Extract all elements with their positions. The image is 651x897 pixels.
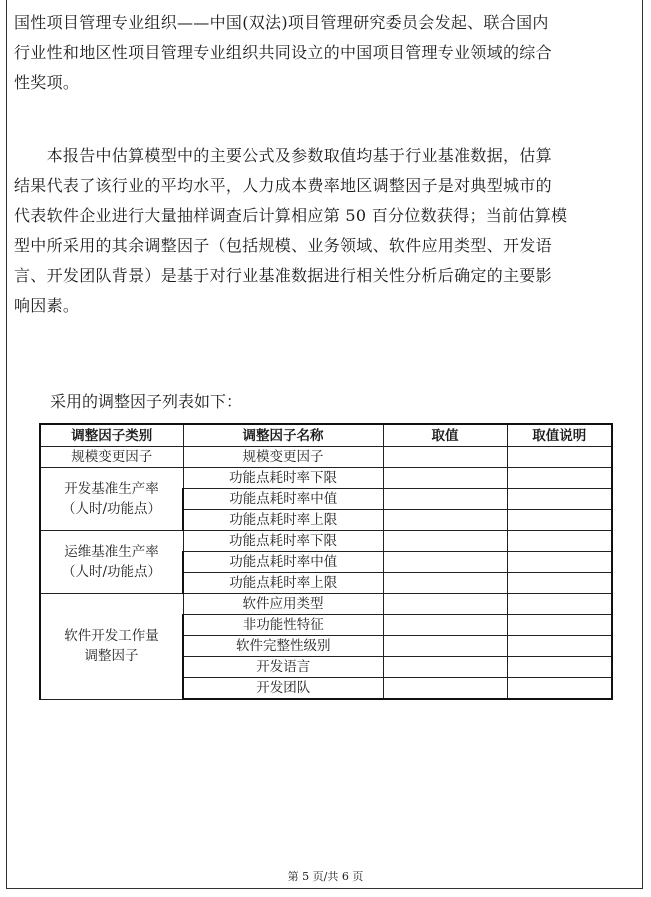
category-cell	[40, 594, 183, 700]
paragraph-estimation-basis	[14, 141, 638, 321]
factor-name-cell: 开发团队	[183, 678, 383, 700]
factor-name-cell: 功能点耗时率中值	[183, 552, 383, 573]
text-line: 性奖项。	[14, 73, 80, 92]
adjustment-factor-table	[39, 423, 613, 700]
value-note-cell	[507, 615, 612, 636]
category-label: 运维基准生产率	[64, 544, 159, 560]
value-cell	[383, 615, 507, 636]
factor-name-cell: 软件完整性级别	[183, 636, 383, 657]
factor-name-cell: 软件应用类型	[183, 594, 383, 615]
table-row	[40, 468, 612, 489]
factor-name-cell: 功能点耗时率上限	[183, 573, 383, 594]
factor-name-cell: 规模变更因子	[183, 447, 383, 468]
value-note-cell	[507, 573, 612, 594]
text-line: 响因素。	[14, 296, 80, 315]
text-line: 代表软件企业进行大量抽样调查后计算相应第 50 百分位数获得；当前估算模	[14, 206, 568, 225]
text-line: 本报告中估算模型中的主要公式及参数取值均基于行业基准数据，估算	[14, 146, 552, 165]
value-cell	[383, 636, 507, 657]
text-line: 言、开发团队背景）是基于对行业基准数据进行相关性分析后确定的主要影	[14, 266, 552, 285]
text-line: 结果代表了该行业的平均水平，人力成本费率地区调整因子是对典型城市的	[14, 176, 552, 195]
value-cell	[383, 510, 507, 531]
value-note-cell	[507, 636, 612, 657]
category-cell	[40, 531, 183, 594]
factor-name-cell: 功能点耗时率上限	[183, 510, 383, 531]
text-line: 国性项目管理专业组织——中国(双法)项目管理研究委员会发起、联合国内	[14, 13, 549, 32]
value-note-cell	[507, 552, 612, 573]
paragraph-award-intro	[14, 8, 638, 98]
factor-name-cell: 功能点耗时率中值	[183, 489, 383, 510]
header-name: 调整因子名称	[183, 424, 383, 447]
header-value-note: 取值说明	[507, 424, 612, 447]
category-label: 调整因子	[84, 648, 139, 665]
value-cell	[383, 594, 507, 615]
factor-name-cell: 功能点耗时率下限	[183, 468, 383, 489]
value-cell	[383, 447, 507, 468]
value-cell	[383, 552, 507, 573]
category-label: 软件开发工作量	[64, 628, 159, 645]
value-note-cell	[507, 468, 612, 489]
value-cell	[383, 531, 507, 552]
category-cell	[40, 447, 183, 468]
page-number: 第 5 页/共 6 页	[287, 870, 364, 883]
value-note-cell	[507, 657, 612, 678]
header-category: 调整因子类别	[40, 424, 183, 447]
value-note-cell	[507, 447, 612, 468]
value-cell	[383, 489, 507, 510]
value-cell	[383, 573, 507, 594]
category-label: （人时/功能点）	[61, 501, 162, 517]
value-cell	[383, 678, 507, 700]
table-row	[40, 447, 612, 468]
value-note-cell	[507, 510, 612, 531]
table-intro: 采用的调整因子列表如下：	[50, 392, 243, 411]
table-row	[40, 531, 612, 552]
category-cell	[40, 468, 183, 531]
factor-name-cell: 非功能性特征	[183, 615, 383, 636]
value-note-cell	[507, 531, 612, 552]
header-value: 取值	[383, 424, 507, 447]
value-note-cell	[507, 489, 612, 510]
category-label: （人时/功能点）	[61, 564, 162, 580]
value-note-cell	[507, 594, 612, 615]
factor-name-cell: 开发语言	[183, 657, 383, 678]
category-label: 规模变更因子	[71, 449, 153, 465]
text-line: 行业性和地区性项目管理专业组织共同设立的中国项目管理专业领域的综合	[14, 43, 552, 62]
table-row	[40, 594, 612, 615]
factor-name-cell: 功能点耗时率下限	[183, 531, 383, 552]
table-header-row	[40, 424, 612, 447]
category-label: 开发基准生产率	[64, 481, 159, 497]
value-cell	[383, 657, 507, 678]
value-note-cell	[507, 678, 612, 700]
text-line: 型中所采用的其余调整因子（包括规模、业务领域、软件应用类型、开发语	[14, 236, 552, 255]
value-cell	[383, 468, 507, 489]
